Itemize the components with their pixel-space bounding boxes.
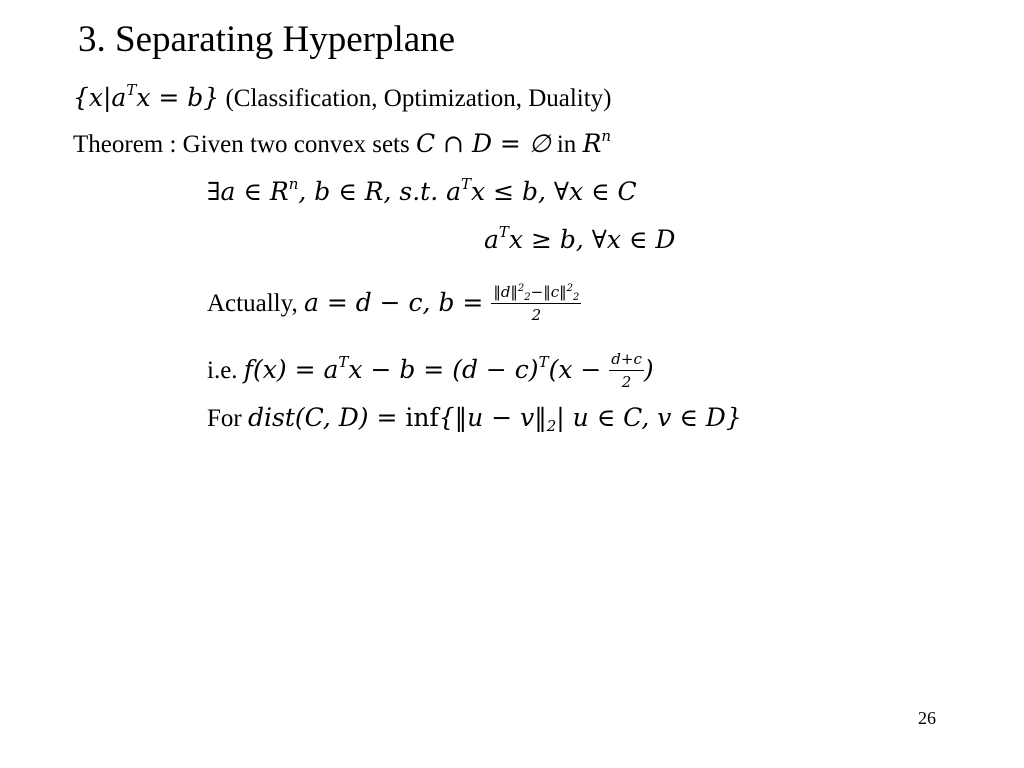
ie-math-b: x − b = (d − c) (348, 355, 539, 385)
for-line (207, 402, 742, 435)
condition-line-1 (207, 176, 637, 209)
inf-operator: inf (405, 403, 439, 432)
condition-2-math-a: a (484, 225, 499, 254)
theorem-text: Theorem : Given two convex sets (73, 131, 416, 158)
theorem-sets-math: C ∩ D = ∅ (415, 129, 551, 158)
for-math-c: | u ∈ C, v ∈ D} (556, 403, 742, 432)
condition-1-math-b: , b ∈ R, s.t. a (298, 177, 462, 206)
condition-2-sup-t: T (498, 223, 509, 241)
midpoint-fraction-numerator: d+c (609, 350, 644, 371)
actually-text: Actually, (207, 290, 304, 318)
theorem-line (73, 128, 611, 161)
set-definition-math: {x|a (73, 83, 127, 112)
condition-1-math-c: x ≤ b, ∀x ∈ C (471, 177, 637, 206)
page-number: 26 (918, 708, 936, 728)
b-fraction (491, 283, 581, 324)
b-fraction-numerator: ‖d‖$^2_2$−‖c‖$^2_2$ (493, 283, 580, 303)
midpoint-fraction (609, 350, 644, 391)
ie-text: i.e. (207, 357, 244, 385)
set-definition-line (73, 82, 612, 115)
ie-math-c: (x − (548, 355, 610, 385)
b-fraction-denominator: 2 (531, 306, 542, 324)
midpoint-fraction-denominator: 2 (621, 373, 632, 391)
theorem-space-math: R (582, 129, 602, 158)
ie-math-a: f(x) = a (243, 355, 339, 385)
condition-1-math-a: ∃a ∈ R (207, 177, 289, 206)
actually-line (207, 285, 581, 326)
condition-1-sup-t: T (461, 175, 472, 193)
for-text: For (207, 405, 248, 432)
for-math-a: dist(C, D) = (247, 403, 406, 432)
set-definition-applications: (Classification, Optimization, Duality) (219, 85, 612, 112)
ie-sup-t: T (338, 353, 349, 372)
condition-1-sup-n: n (288, 175, 299, 193)
dimension-superscript: n (601, 127, 612, 145)
ie-sup-t2: T (538, 353, 549, 372)
condition-line-2 (484, 224, 675, 257)
transpose-superscript: T (126, 81, 137, 99)
norm-subscript: 2 (546, 417, 557, 435)
theorem-in-text: in (550, 131, 583, 158)
actually-math: a = d − c, b = (303, 288, 492, 318)
set-definition-math-rest: x = b} (136, 83, 220, 112)
slide-title: 3. Separating Hyperplane (78, 19, 456, 60)
condition-2-math-b: x ≥ b, ∀x ∈ D (508, 225, 676, 254)
for-math-b: {‖u − v‖ (438, 403, 547, 432)
ie-math-d: ) (643, 355, 654, 385)
ie-line (207, 352, 654, 393)
